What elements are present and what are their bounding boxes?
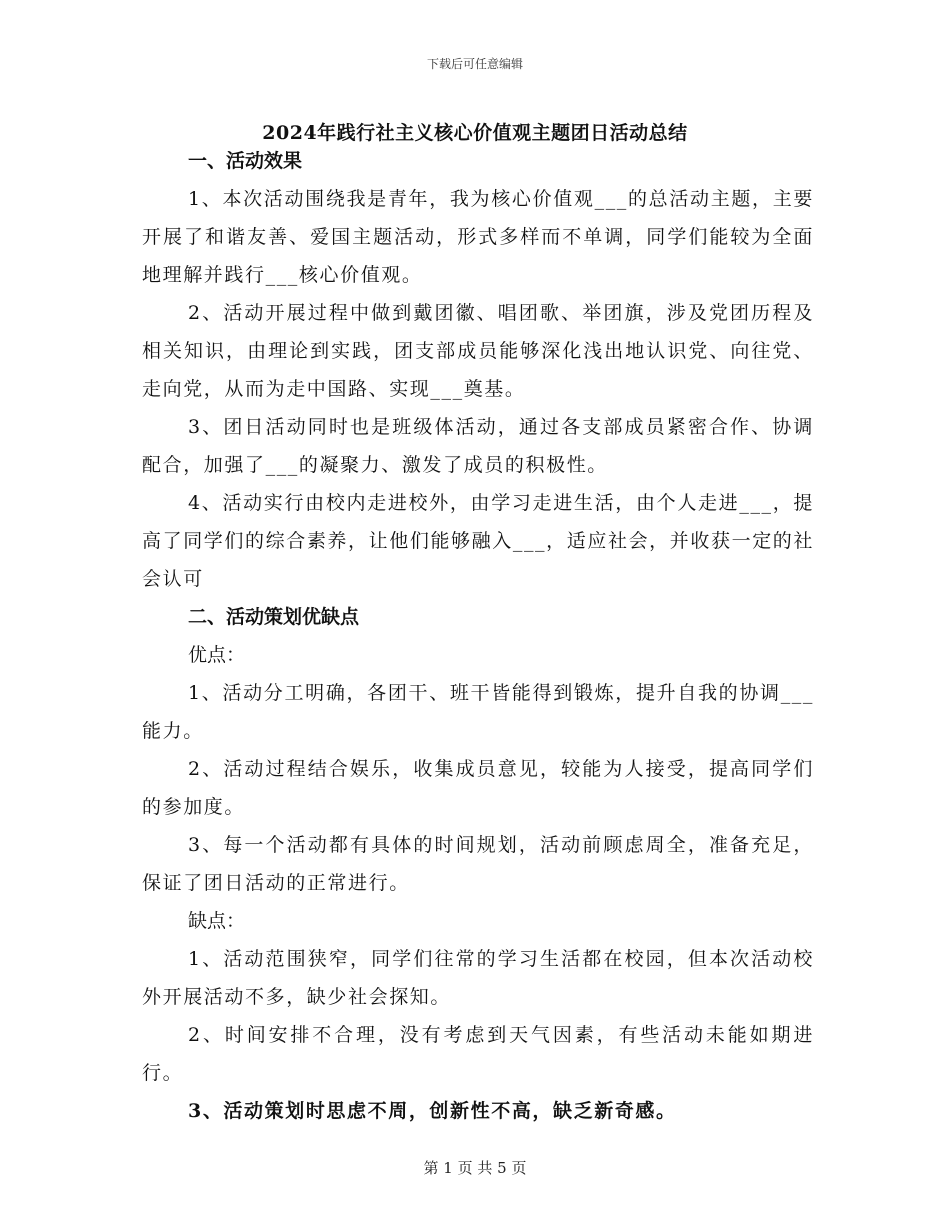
cons-item: 3、活动策划时思虑不周，创新性不高，缺乏新奇感。: [188, 1100, 677, 1122]
section-heading-planning: 二、活动策划优缺点: [188, 606, 360, 628]
document-body: [142, 142, 814, 1130]
cons-item: 2、时间安排不合理，没有考虑到天气因素，有些活动未能如期进行。: [142, 1024, 814, 1084]
pros-label: 优点：: [188, 644, 246, 666]
paragraph: 4、活动实行由校内走进校外，由学习走进生活，由个人走进___，提高了同学们的综合素养，让他们能够融入___，适应社会，并收获一定的社会认可: [142, 492, 814, 590]
header-note: 下载后可任意编辑: [426, 57, 523, 71]
section-heading-effects: 一、活动效果: [188, 150, 303, 172]
cons-item: 1、活动范围狭窄，同学们往常的学习生活都在校园，但本次活动校外开展活动不多，缺少社会探知。: [142, 948, 814, 1008]
pros-item: 2、活动过程结合娱乐，收集成员意见，较能为人接受，提高同学们的参加度。: [142, 758, 814, 818]
page-number: 第 1 页 共 5 页: [423, 1159, 527, 1177]
pros-item: 3、每一个活动都有具体的时间规划，活动前顾虑周全，准备充足，保证了团日活动的正常进行。: [142, 834, 814, 894]
cons-label: 缺点：: [188, 910, 246, 932]
pros-item: 1、活动分工明确，各团干、班干皆能得到锻炼，提升自我的协调___能力。: [142, 682, 814, 742]
document-title: 2024年践行社主义核心价值观主题团日活动总结: [262, 122, 688, 144]
paragraph: 1、本次活动围绕我是青年，我为核心价值观___的总活动主题，主要开展了和谐友善、爱国主题活动，形式多样而不单调，同学们能较为全面地理解并践行___核心价值观。: [142, 188, 814, 286]
paragraph: 2、活动开展过程中做到戴团徽、唱团歌、举团旗，涉及党团历程及相关知识，由理论到实践，团支部成员能够深化浅出地认识党、向往党、走向党，从而为走中国路、实现___奠基。: [142, 302, 814, 400]
paragraph: 3、团日活动同时也是班级体活动，通过各支部成员紧密合作、协调配合，加强了___的凝聚力、激发了成员的积极性。: [142, 416, 814, 476]
